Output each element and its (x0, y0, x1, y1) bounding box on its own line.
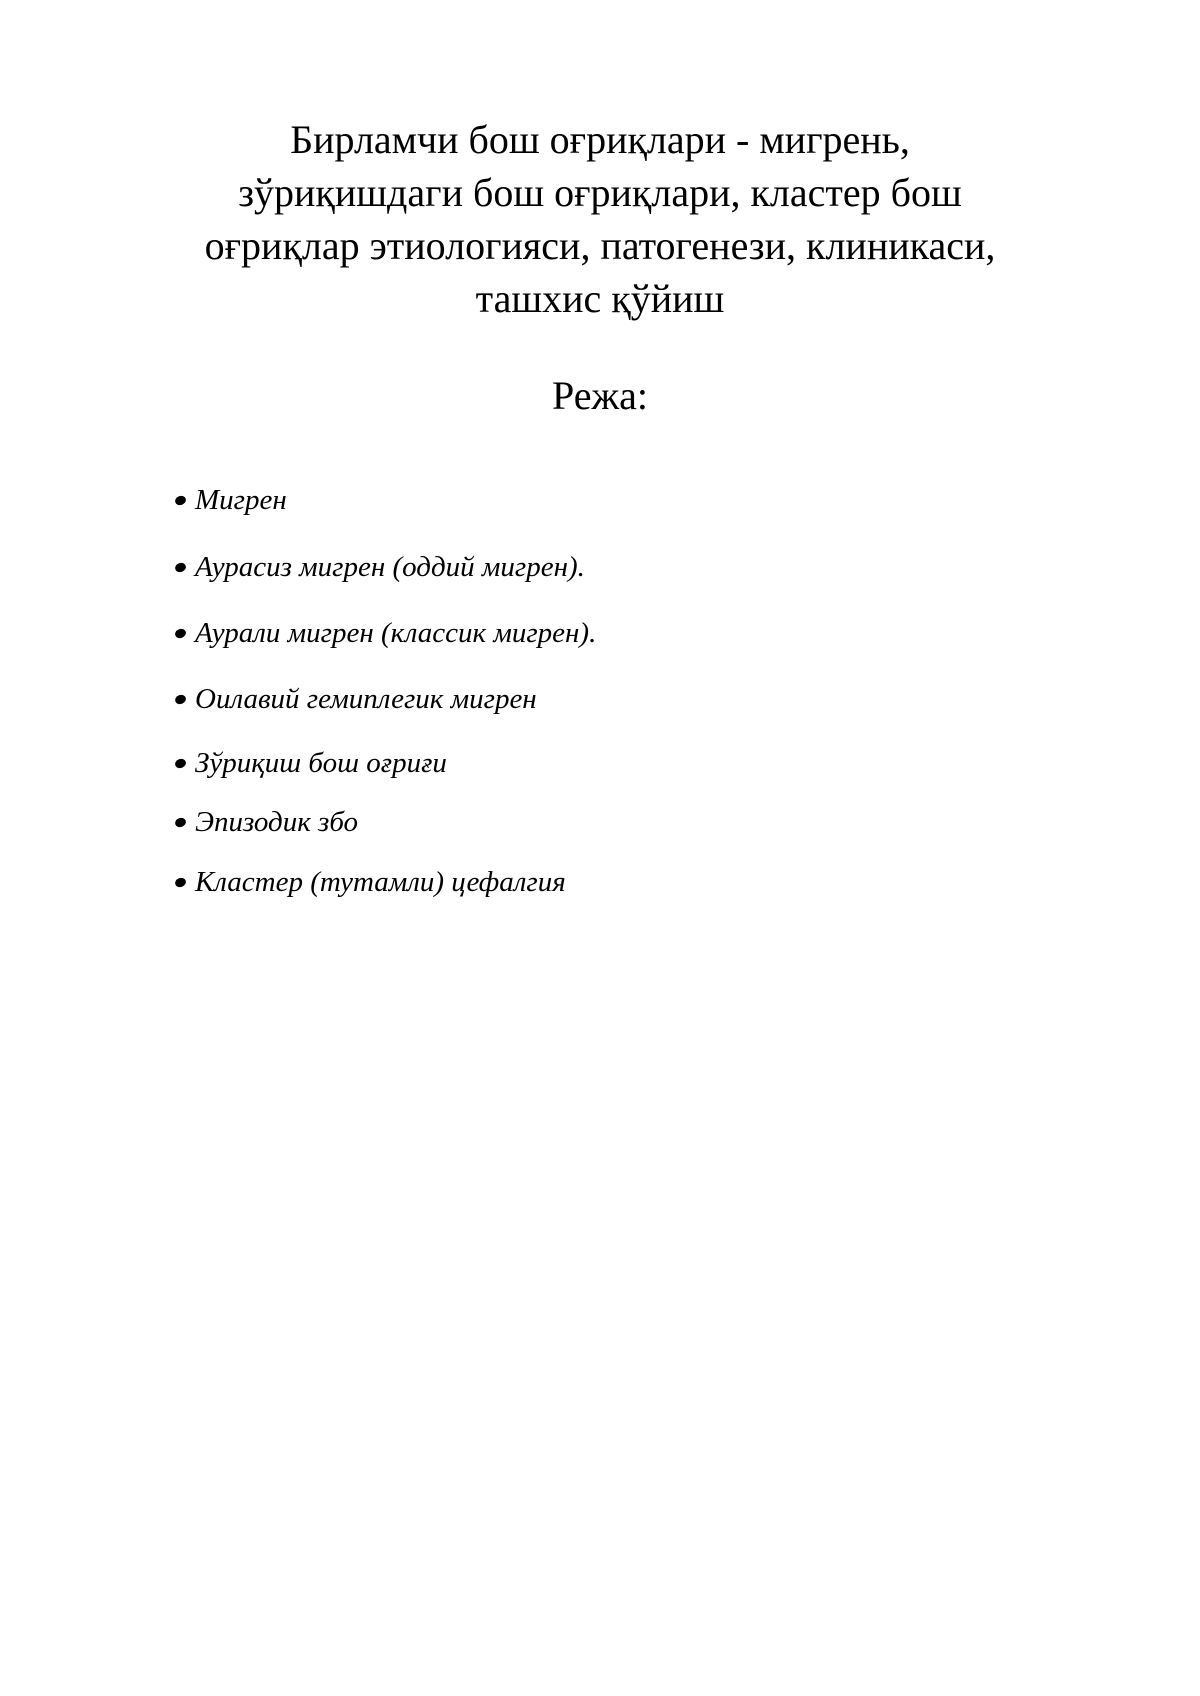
list-item (175, 745, 447, 781)
list-item (175, 681, 537, 717)
list-item (175, 864, 566, 900)
bullet-icon (174, 816, 187, 828)
bullet-icon (174, 494, 187, 506)
list-item (175, 804, 358, 840)
list-item-text: Оилавий гемиплегик мигрен (195, 683, 537, 715)
list-item-text: Кластер (тутамли) цефалгия (195, 866, 566, 898)
bullet-icon (174, 693, 187, 705)
bullet-icon (174, 876, 187, 888)
list-item (175, 549, 585, 585)
title-line: ташхис қўйиш (475, 276, 725, 321)
plan-heading: Режа: (552, 373, 648, 418)
list-item-text: Эпизодик збо (195, 806, 359, 838)
title-line: оғриқлар этиологияси, патогенези, клиникаси, (204, 223, 996, 268)
title-line: Бирламчи бош оғриқлари - мигрень, (290, 117, 910, 162)
bullet-icon (174, 627, 187, 639)
document-title (150, 113, 1050, 325)
list-item (175, 615, 596, 651)
list-item-text: Аурасиз мигрен (оддий мигрен). (195, 551, 585, 583)
list-item-text: Аурали мигрен (классик мигрен). (195, 617, 597, 649)
list-item (175, 482, 287, 518)
list-item-text: Мигрен (195, 484, 287, 516)
list-item-text: Зўриқиш бош оғриғи (195, 747, 447, 779)
bullet-icon (174, 561, 187, 573)
bullet-icon (174, 757, 187, 769)
title-line: зўриқишдаги бош оғриқлари, кластер бош (238, 170, 962, 215)
